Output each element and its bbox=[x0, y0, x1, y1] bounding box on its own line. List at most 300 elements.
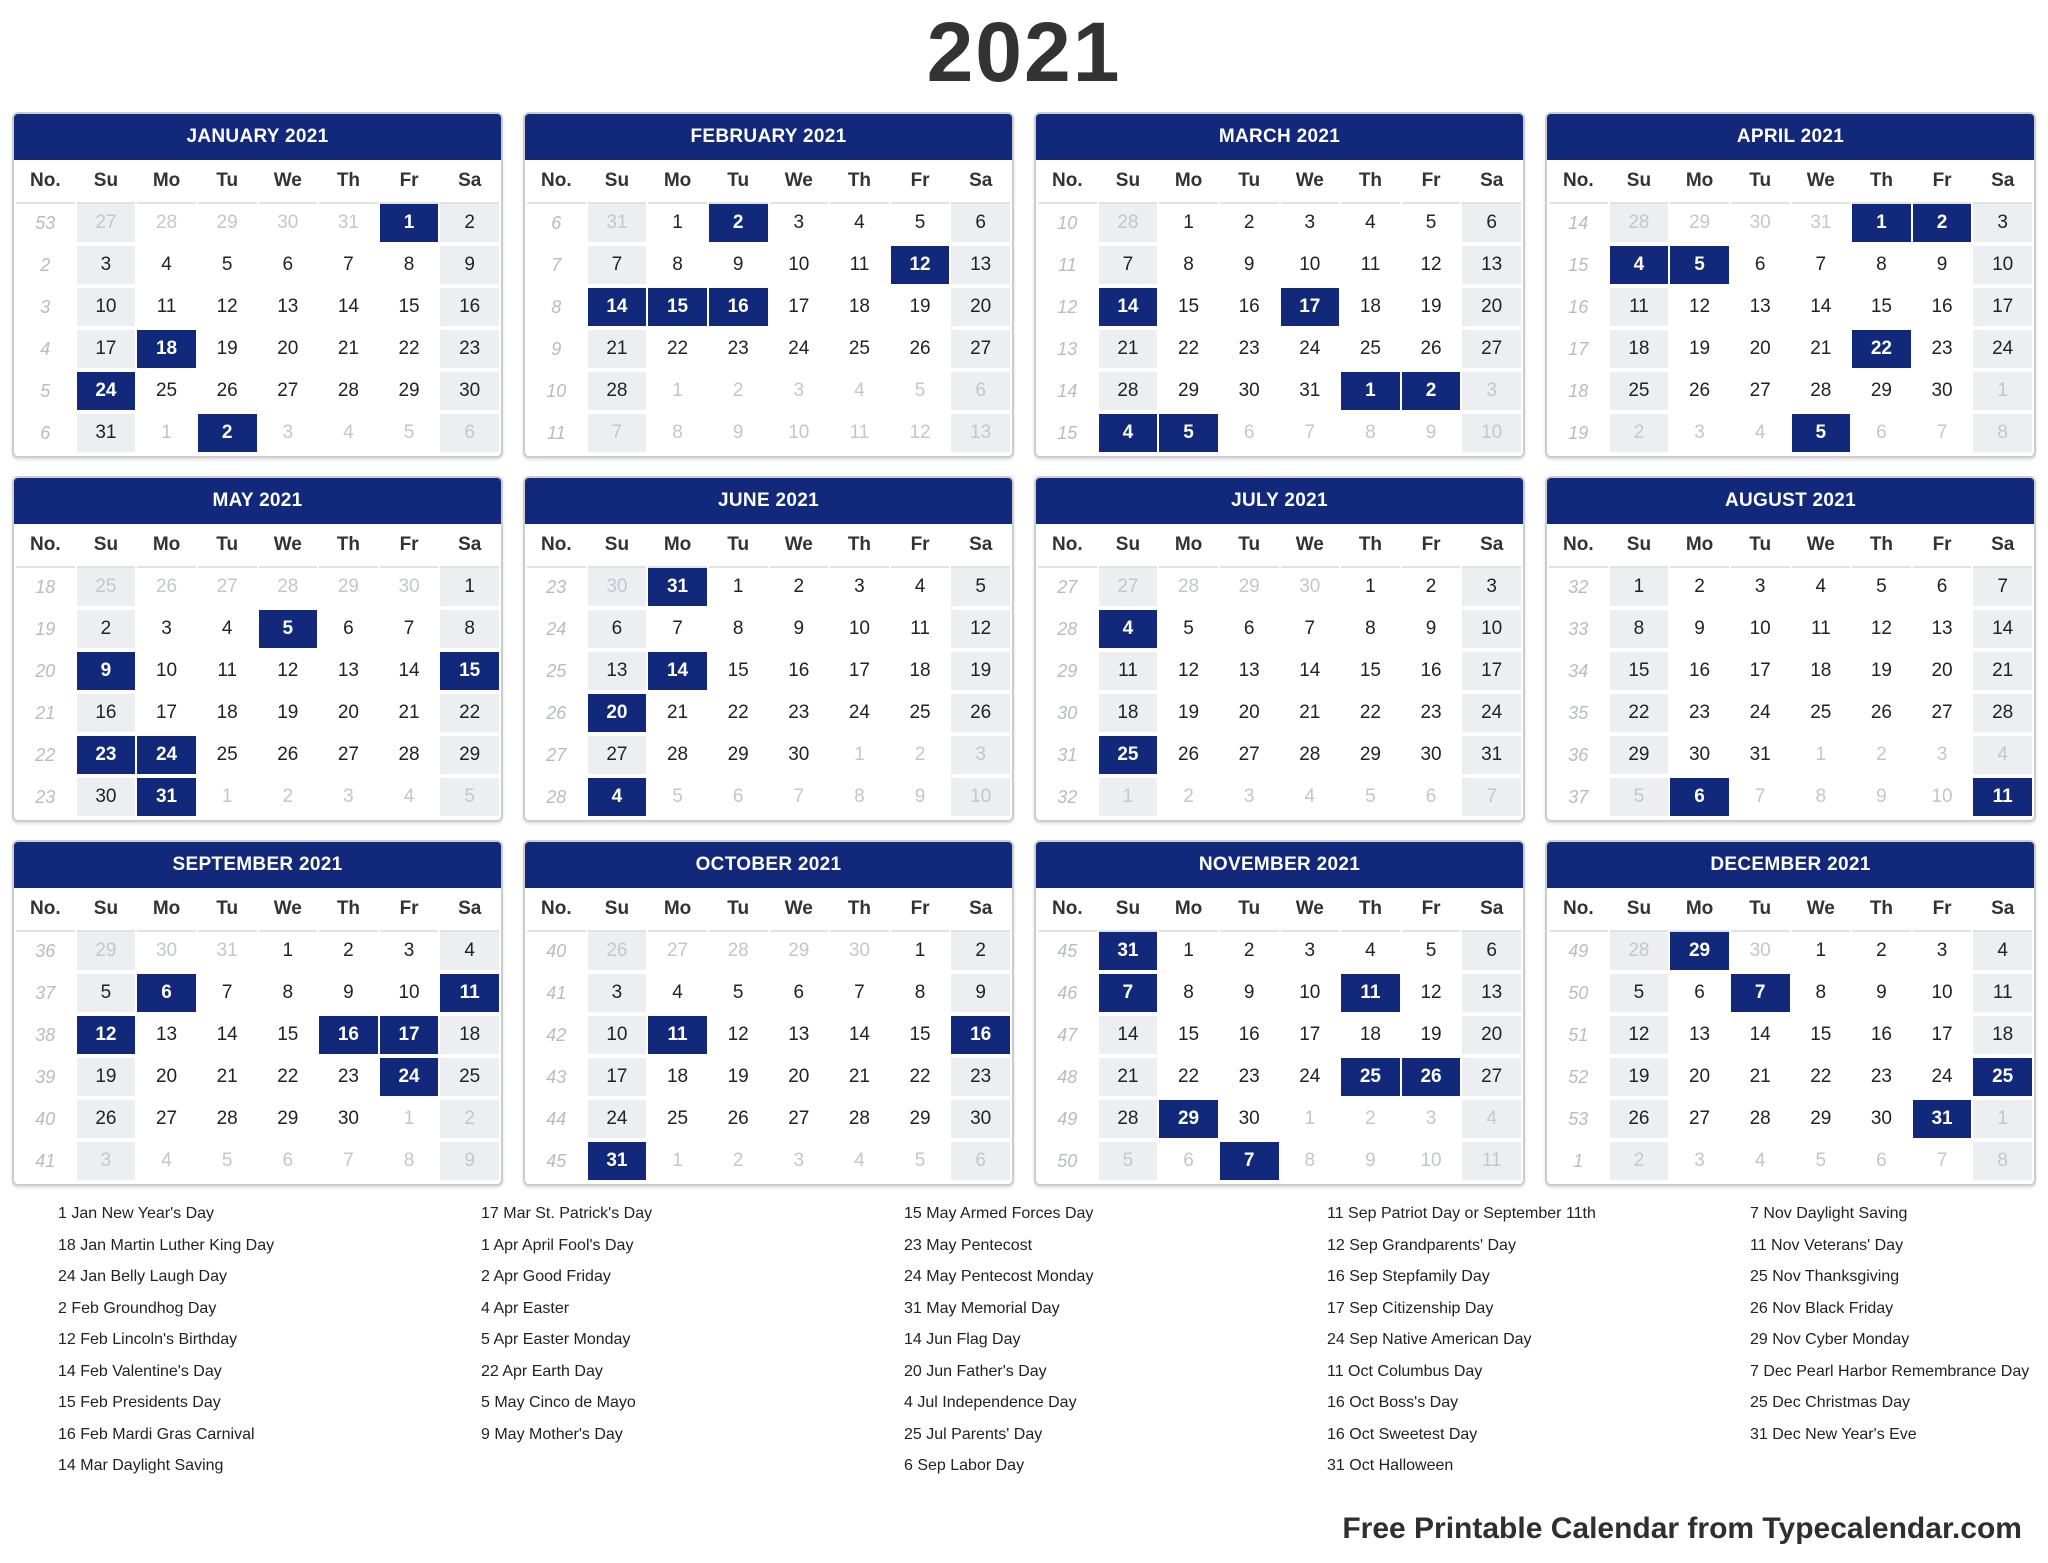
weekday-header: Sa bbox=[951, 160, 1010, 204]
day-cell: 22 bbox=[259, 1058, 318, 1100]
weekday-header: Th bbox=[319, 888, 378, 932]
day-cell: 10 bbox=[380, 974, 439, 1016]
week-number: 24 bbox=[527, 610, 586, 652]
day-cell: 10 bbox=[951, 778, 1010, 820]
day-cell: 2 bbox=[440, 1100, 499, 1142]
day-cell: 3 bbox=[1670, 1142, 1729, 1184]
day-cell: 23 bbox=[951, 1058, 1010, 1100]
day-cell: 2 bbox=[1610, 1142, 1669, 1184]
day-cell: 24 bbox=[1973, 330, 2032, 372]
day-cell: 26 bbox=[1852, 694, 1911, 736]
weekday-header: No. bbox=[16, 888, 75, 932]
month-title: MARCH 2021 bbox=[1036, 114, 1523, 160]
weekday-header: Mo bbox=[137, 160, 196, 204]
day-cell: 17 bbox=[830, 652, 889, 694]
week-row bbox=[1038, 372, 1521, 414]
day-cell: 7 bbox=[1973, 568, 2032, 610]
day-cell: 8 bbox=[1159, 974, 1218, 1016]
day-cell: 29 bbox=[1341, 736, 1400, 778]
day-cell: 27 bbox=[770, 1100, 829, 1142]
week-row bbox=[1549, 1016, 2032, 1058]
holiday-item: 14 Feb Valentine's Day bbox=[58, 1362, 222, 1380]
week-number: 50 bbox=[1038, 1142, 1097, 1184]
day-cell: 23 bbox=[319, 1058, 378, 1100]
holiday-day-cell: 2 bbox=[709, 204, 768, 246]
day-cell: 11 bbox=[1610, 288, 1669, 330]
day-cell: 27 bbox=[1220, 736, 1279, 778]
holiday-item: 18 Jan Martin Luther King Day bbox=[58, 1236, 275, 1254]
day-cell: 25 bbox=[891, 694, 950, 736]
week-row bbox=[1038, 330, 1521, 372]
holiday-item: 20 Jun Father's Day bbox=[904, 1362, 1047, 1380]
day-cell: 28 bbox=[648, 736, 707, 778]
day-cell: 6 bbox=[1913, 568, 1972, 610]
day-cell: 17 bbox=[1462, 652, 1521, 694]
day-cell: 3 bbox=[1670, 414, 1729, 456]
weekday-header: Sa bbox=[1462, 888, 1521, 932]
day-cell: 22 bbox=[1792, 1058, 1851, 1100]
day-cell: 30 bbox=[1852, 1100, 1911, 1142]
week-number: 49 bbox=[1549, 932, 1608, 974]
week-number: 18 bbox=[1549, 372, 1608, 414]
week-number: 11 bbox=[1038, 246, 1097, 288]
weekday-header: Su bbox=[1610, 160, 1669, 204]
holiday-day-cell: 25 bbox=[1973, 1058, 2032, 1100]
week-number: 53 bbox=[1549, 1100, 1608, 1142]
week-row bbox=[16, 736, 499, 778]
month-title: OCTOBER 2021 bbox=[525, 842, 1012, 888]
day-cell: 6 bbox=[1670, 974, 1729, 1016]
day-cell: 15 bbox=[1792, 1016, 1851, 1058]
holiday-item: 26 Nov Black Friday bbox=[1750, 1299, 1894, 1317]
week-row bbox=[1038, 974, 1521, 1016]
month-card bbox=[12, 840, 503, 1186]
day-cell: 27 bbox=[319, 736, 378, 778]
week-row bbox=[16, 610, 499, 652]
day-cell: 13 bbox=[319, 652, 378, 694]
day-cell: 22 bbox=[440, 694, 499, 736]
holiday-day-cell: 20 bbox=[588, 694, 647, 736]
day-cell: 23 bbox=[440, 330, 499, 372]
week-number: 4 bbox=[16, 330, 75, 372]
holiday-day-cell: 31 bbox=[1099, 932, 1158, 974]
month-grid bbox=[12, 112, 2036, 1186]
week-number: 36 bbox=[16, 932, 75, 974]
day-cell: 24 bbox=[770, 330, 829, 372]
day-cell: 9 bbox=[1402, 414, 1461, 456]
holiday-day-cell: 16 bbox=[709, 288, 768, 330]
week-number: 46 bbox=[1038, 974, 1097, 1016]
day-cell: 29 bbox=[1852, 372, 1911, 414]
day-cell: 27 bbox=[1462, 1058, 1521, 1100]
day-cell: 5 bbox=[77, 974, 136, 1016]
day-cell: 27 bbox=[137, 1100, 196, 1142]
weekday-header: Th bbox=[319, 160, 378, 204]
week-number: 7 bbox=[527, 246, 586, 288]
day-cell: 15 bbox=[709, 652, 768, 694]
week-row bbox=[1038, 610, 1521, 652]
day-cell: 27 bbox=[1670, 1100, 1729, 1142]
week-row bbox=[16, 932, 499, 974]
day-cell: 30 bbox=[1220, 1100, 1279, 1142]
day-cell: 4 bbox=[198, 610, 257, 652]
day-cell: 20 bbox=[319, 694, 378, 736]
day-cell: 2 bbox=[1852, 736, 1911, 778]
week-number: 10 bbox=[1038, 204, 1097, 246]
holiday-item: 14 Jun Flag Day bbox=[904, 1331, 1021, 1348]
holiday-item: 11 Oct Columbus Day bbox=[1327, 1362, 1483, 1380]
day-cell: 21 bbox=[1973, 652, 2032, 694]
day-cell: 28 bbox=[1973, 694, 2032, 736]
week-number: 23 bbox=[16, 778, 75, 820]
day-cell: 20 bbox=[1462, 1016, 1521, 1058]
day-cell: 14 bbox=[319, 288, 378, 330]
day-cell: 9 bbox=[1402, 610, 1461, 652]
weekday-header: Fr bbox=[380, 160, 439, 204]
day-cell: 26 bbox=[259, 736, 318, 778]
holiday-item: 5 Apr Easter Monday bbox=[481, 1331, 631, 1348]
holiday-day-cell: 5 bbox=[1159, 414, 1218, 456]
day-cell: 13 bbox=[1670, 1016, 1729, 1058]
week-number: 52 bbox=[1549, 1058, 1608, 1100]
holiday-day-cell: 18 bbox=[137, 330, 196, 372]
holiday-list bbox=[58, 1198, 2038, 1482]
day-cell: 29 bbox=[440, 736, 499, 778]
day-cell: 30 bbox=[1731, 932, 1790, 974]
day-cell: 30 bbox=[259, 204, 318, 246]
week-number: 33 bbox=[1549, 610, 1608, 652]
day-cell: 7 bbox=[1281, 610, 1340, 652]
day-cell: 1 bbox=[137, 414, 196, 456]
weekday-header: Th bbox=[1341, 160, 1400, 204]
weekday-header: No. bbox=[1549, 160, 1608, 204]
week-number: 32 bbox=[1549, 568, 1608, 610]
weekday-header: We bbox=[259, 524, 318, 568]
day-cell: 11 bbox=[1792, 610, 1851, 652]
day-cell: 1 bbox=[648, 204, 707, 246]
holiday-item: 7 Nov Daylight Saving bbox=[1750, 1205, 1908, 1222]
day-cell: 23 bbox=[1852, 1058, 1911, 1100]
day-cell: 14 bbox=[198, 1016, 257, 1058]
weekday-header: Mo bbox=[1159, 160, 1218, 204]
day-cell: 26 bbox=[709, 1100, 768, 1142]
holiday-day-cell: 11 bbox=[648, 1016, 707, 1058]
day-cell: 5 bbox=[1610, 974, 1669, 1016]
day-cell: 17 bbox=[1281, 1016, 1340, 1058]
day-cell: 7 bbox=[1792, 246, 1851, 288]
day-cell: 5 bbox=[1610, 778, 1669, 820]
day-cell: 8 bbox=[1792, 974, 1851, 1016]
day-cell: 11 bbox=[137, 288, 196, 330]
month-table bbox=[525, 524, 1012, 820]
day-cell: 4 bbox=[891, 568, 950, 610]
week-row bbox=[1038, 652, 1521, 694]
weekday-header: Sa bbox=[951, 524, 1010, 568]
week-number: 19 bbox=[1549, 414, 1608, 456]
day-cell: 10 bbox=[770, 246, 829, 288]
week-row bbox=[527, 694, 1010, 736]
holiday-day-cell: 15 bbox=[440, 652, 499, 694]
week-row bbox=[16, 1100, 499, 1142]
holiday-day-cell: 14 bbox=[1099, 288, 1158, 330]
day-cell: 5 bbox=[440, 778, 499, 820]
day-cell: 5 bbox=[1402, 932, 1461, 974]
day-cell: 28 bbox=[380, 736, 439, 778]
day-cell: 22 bbox=[1610, 694, 1669, 736]
weekday-header: Su bbox=[77, 888, 136, 932]
week-row bbox=[527, 288, 1010, 330]
day-cell: 20 bbox=[770, 1058, 829, 1100]
day-cell: 10 bbox=[1462, 414, 1521, 456]
weekday-header: We bbox=[1281, 160, 1340, 204]
week-row bbox=[1038, 414, 1521, 456]
week-number: 51 bbox=[1549, 1016, 1608, 1058]
month-table bbox=[1547, 160, 2034, 456]
weekday-header: Tu bbox=[198, 160, 257, 204]
day-cell: 10 bbox=[1402, 1142, 1461, 1184]
holiday-day-cell: 11 bbox=[1973, 778, 2032, 820]
day-cell: 12 bbox=[1610, 1016, 1669, 1058]
day-cell: 17 bbox=[1973, 288, 2032, 330]
day-cell: 30 bbox=[1913, 372, 1972, 414]
week-number: 34 bbox=[1549, 652, 1608, 694]
day-cell: 4 bbox=[1341, 204, 1400, 246]
day-cell: 1 bbox=[1792, 932, 1851, 974]
day-cell: 19 bbox=[1670, 330, 1729, 372]
day-cell: 30 bbox=[319, 1100, 378, 1142]
holiday-item: 12 Sep Grandparents' Day bbox=[1327, 1236, 1516, 1254]
week-row bbox=[16, 778, 499, 820]
day-cell: 12 bbox=[1670, 288, 1729, 330]
week-row bbox=[527, 246, 1010, 288]
week-number: 13 bbox=[1038, 330, 1097, 372]
day-cell: 20 bbox=[1670, 1058, 1729, 1100]
day-cell: 10 bbox=[830, 610, 889, 652]
day-cell: 7 bbox=[648, 610, 707, 652]
page-title: 2021 bbox=[926, 5, 1122, 99]
day-cell: 26 bbox=[198, 372, 257, 414]
day-cell: 6 bbox=[770, 974, 829, 1016]
day-cell: 12 bbox=[198, 288, 257, 330]
week-number: 42 bbox=[527, 1016, 586, 1058]
day-cell: 9 bbox=[440, 246, 499, 288]
day-cell: 13 bbox=[259, 288, 318, 330]
holiday-item: 24 May Pentecost Monday bbox=[904, 1268, 1094, 1285]
day-cell: 17 bbox=[588, 1058, 647, 1100]
week-number: 39 bbox=[16, 1058, 75, 1100]
day-cell: 11 bbox=[1099, 652, 1158, 694]
week-row bbox=[16, 372, 499, 414]
day-cell: 11 bbox=[830, 414, 889, 456]
day-cell: 2 bbox=[891, 736, 950, 778]
day-cell: 24 bbox=[1913, 1058, 1972, 1100]
weekday-header: Sa bbox=[1973, 524, 2032, 568]
weekday-header: Th bbox=[830, 524, 889, 568]
day-cell: 25 bbox=[198, 736, 257, 778]
holiday-day-cell: 5 bbox=[1792, 414, 1851, 456]
week-row bbox=[1549, 568, 2032, 610]
weekday-header: Mo bbox=[648, 524, 707, 568]
day-cell: 19 bbox=[891, 288, 950, 330]
day-cell: 13 bbox=[951, 414, 1010, 456]
day-cell: 5 bbox=[1402, 204, 1461, 246]
holiday-day-cell: 16 bbox=[951, 1016, 1010, 1058]
day-cell: 7 bbox=[1462, 778, 1521, 820]
weekday-header: Fr bbox=[1402, 524, 1461, 568]
day-cell: 7 bbox=[770, 778, 829, 820]
day-cell: 3 bbox=[259, 414, 318, 456]
day-cell: 10 bbox=[1973, 246, 2032, 288]
weekday-header: We bbox=[770, 160, 829, 204]
holiday-day-cell: 11 bbox=[440, 974, 499, 1016]
week-number: 30 bbox=[1038, 694, 1097, 736]
day-cell: 29 bbox=[319, 568, 378, 610]
month-card bbox=[12, 476, 503, 822]
holiday-item: 15 Feb Presidents Day bbox=[58, 1394, 221, 1411]
week-row bbox=[16, 1142, 499, 1184]
week-row bbox=[527, 568, 1010, 610]
week-number: 19 bbox=[16, 610, 75, 652]
day-cell: 14 bbox=[1973, 610, 2032, 652]
day-cell: 30 bbox=[588, 568, 647, 610]
day-cell: 4 bbox=[648, 974, 707, 1016]
week-row bbox=[1038, 204, 1521, 246]
weekday-header: Su bbox=[588, 160, 647, 204]
weekday-header: No. bbox=[1038, 888, 1097, 932]
day-cell: 10 bbox=[1281, 246, 1340, 288]
day-cell: 5 bbox=[951, 568, 1010, 610]
day-cell: 15 bbox=[1159, 288, 1218, 330]
day-cell: 29 bbox=[1670, 204, 1729, 246]
day-cell: 26 bbox=[1159, 736, 1218, 778]
day-cell: 9 bbox=[1913, 246, 1972, 288]
month-title: JUNE 2021 bbox=[525, 478, 1012, 524]
weekday-header: Tu bbox=[709, 524, 768, 568]
day-cell: 25 bbox=[440, 1058, 499, 1100]
day-cell: 10 bbox=[1462, 610, 1521, 652]
holiday-day-cell: 16 bbox=[319, 1016, 378, 1058]
week-row bbox=[527, 974, 1010, 1016]
weekday-header: No. bbox=[1038, 160, 1097, 204]
holiday-day-cell: 4 bbox=[1099, 610, 1158, 652]
day-cell: 4 bbox=[1281, 778, 1340, 820]
day-cell: 26 bbox=[137, 568, 196, 610]
day-cell: 1 bbox=[709, 568, 768, 610]
day-cell: 2 bbox=[770, 568, 829, 610]
day-cell: 27 bbox=[259, 372, 318, 414]
week-row bbox=[16, 1058, 499, 1100]
day-cell: 15 bbox=[1159, 1016, 1218, 1058]
week-row bbox=[1549, 694, 2032, 736]
week-number: 9 bbox=[527, 330, 586, 372]
day-cell: 28 bbox=[1731, 1100, 1790, 1142]
day-cell: 4 bbox=[1462, 1100, 1521, 1142]
week-row bbox=[527, 736, 1010, 778]
day-cell: 30 bbox=[1731, 204, 1790, 246]
day-cell: 24 bbox=[830, 694, 889, 736]
month-card bbox=[1034, 840, 1525, 1186]
day-cell: 26 bbox=[1610, 1100, 1669, 1142]
day-cell: 8 bbox=[1341, 610, 1400, 652]
weekday-header: No. bbox=[1549, 524, 1608, 568]
day-cell: 30 bbox=[830, 932, 889, 974]
day-cell: 6 bbox=[1220, 610, 1279, 652]
holiday-item: 16 Oct Sweetest Day bbox=[1327, 1425, 1478, 1443]
day-cell: 27 bbox=[77, 204, 136, 246]
holiday-day-cell: 14 bbox=[588, 288, 647, 330]
day-cell: 5 bbox=[198, 246, 257, 288]
weekday-header: No. bbox=[16, 524, 75, 568]
weekday-header: Th bbox=[830, 160, 889, 204]
day-cell: 13 bbox=[1462, 974, 1521, 1016]
day-cell: 22 bbox=[1341, 694, 1400, 736]
month-table bbox=[14, 160, 501, 456]
week-row bbox=[527, 1100, 1010, 1142]
day-cell: 6 bbox=[1220, 414, 1279, 456]
day-cell: 2 bbox=[709, 1142, 768, 1184]
holiday-item: 16 Feb Mardi Gras Carnival bbox=[58, 1425, 255, 1443]
weekday-header: Tu bbox=[1220, 524, 1279, 568]
day-cell: 18 bbox=[1341, 288, 1400, 330]
holiday-item: 2 Feb Groundhog Day bbox=[58, 1299, 217, 1317]
day-cell: 5 bbox=[1159, 610, 1218, 652]
day-cell: 18 bbox=[440, 1016, 499, 1058]
holiday-day-cell: 11 bbox=[1341, 974, 1400, 1016]
weekday-header: Fr bbox=[1913, 888, 1972, 932]
day-cell: 10 bbox=[588, 1016, 647, 1058]
day-cell: 9 bbox=[1670, 610, 1729, 652]
week-number: 1 bbox=[1549, 1142, 1608, 1184]
holiday-item: 16 Oct Boss's Day bbox=[1327, 1394, 1459, 1411]
day-cell: 11 bbox=[830, 246, 889, 288]
day-cell: 28 bbox=[1099, 1100, 1158, 1142]
day-cell: 1 bbox=[1973, 1100, 2032, 1142]
day-cell: 19 bbox=[259, 694, 318, 736]
weekday-header: Su bbox=[1099, 160, 1158, 204]
weekday-header: Fr bbox=[380, 524, 439, 568]
holiday-item: 1 Apr April Fool's Day bbox=[481, 1236, 634, 1254]
day-cell: 7 bbox=[830, 974, 889, 1016]
weekday-header: Th bbox=[1852, 888, 1911, 932]
day-cell: 29 bbox=[1610, 736, 1669, 778]
weekday-header: Su bbox=[1099, 888, 1158, 932]
day-cell: 16 bbox=[1913, 288, 1972, 330]
week-number: 28 bbox=[527, 778, 586, 820]
day-cell: 25 bbox=[77, 568, 136, 610]
weekday-header: Mo bbox=[1670, 524, 1729, 568]
weekday-header: No. bbox=[16, 160, 75, 204]
day-cell: 23 bbox=[770, 694, 829, 736]
week-number: 26 bbox=[527, 694, 586, 736]
day-cell: 21 bbox=[198, 1058, 257, 1100]
day-cell: 3 bbox=[770, 1142, 829, 1184]
day-cell: 7 bbox=[319, 1142, 378, 1184]
month-title: DECEMBER 2021 bbox=[1547, 842, 2034, 888]
week-row bbox=[527, 932, 1010, 974]
day-cell: 28 bbox=[830, 1100, 889, 1142]
holiday-day-cell: 2 bbox=[1402, 372, 1461, 414]
day-cell: 28 bbox=[1099, 372, 1158, 414]
weekday-header: Sa bbox=[440, 160, 499, 204]
holiday-item: 2 Apr Good Friday bbox=[481, 1268, 611, 1285]
day-cell: 4 bbox=[1792, 568, 1851, 610]
week-row bbox=[1549, 778, 2032, 820]
holiday-day-cell: 26 bbox=[1402, 1058, 1461, 1100]
day-cell: 4 bbox=[137, 246, 196, 288]
day-cell: 6 bbox=[440, 414, 499, 456]
week-number: 6 bbox=[16, 414, 75, 456]
day-cell: 30 bbox=[770, 736, 829, 778]
